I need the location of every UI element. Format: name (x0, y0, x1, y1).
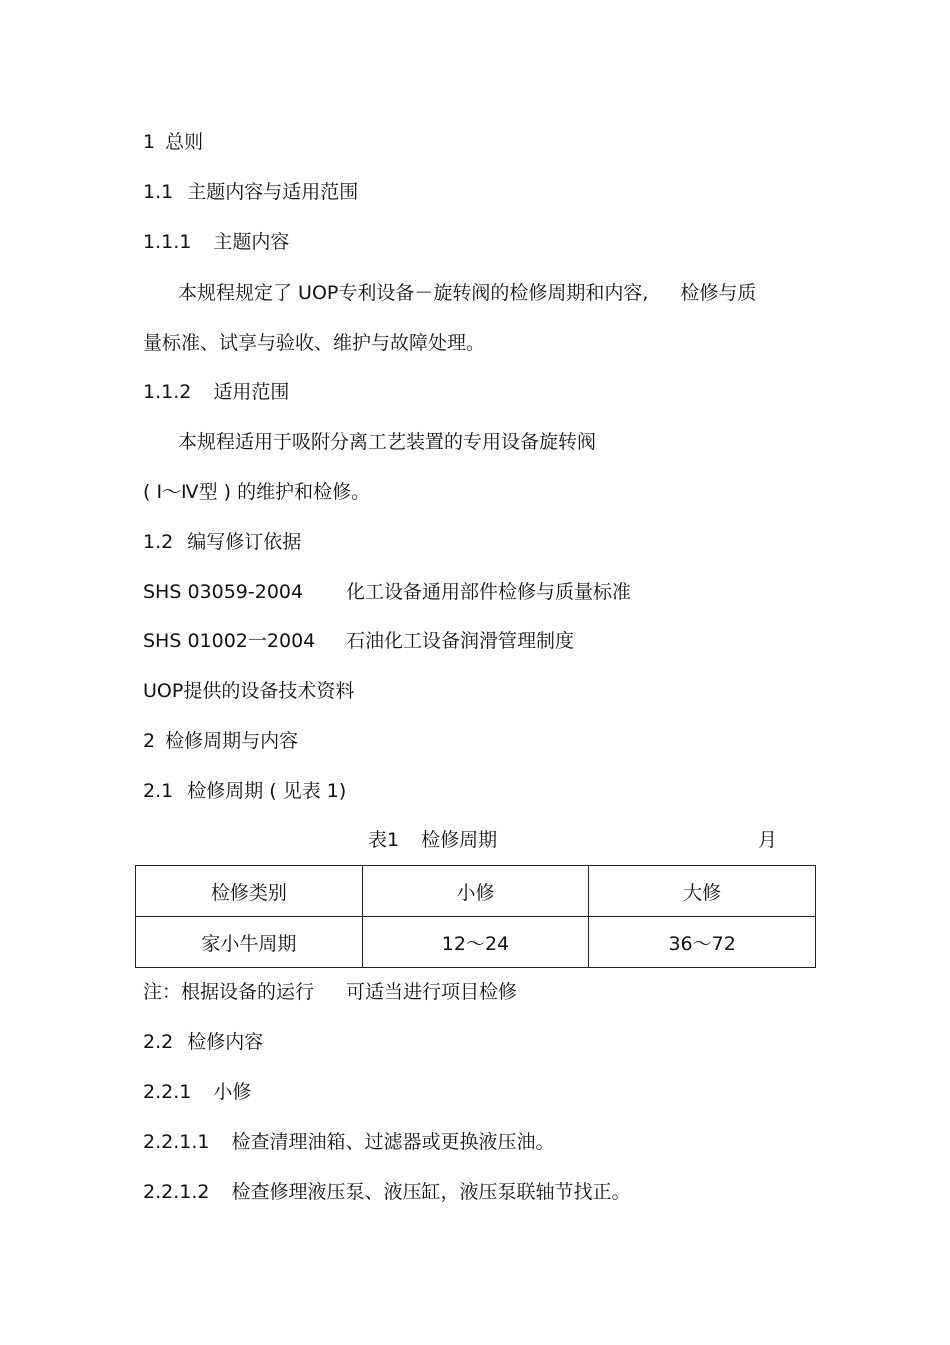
item-number: 2.2.1.1 (143, 1131, 210, 1153)
reference-1 (143, 580, 631, 604)
heading-number: 1.1.2 (143, 381, 192, 403)
reference-code: SHS 03059-2004 (143, 581, 304, 603)
table-cell: 12～24 (362, 917, 589, 968)
note-text: 可适当进行项目检修 (346, 981, 518, 1003)
reference-3: UOP提供的设备技术资料 (143, 680, 355, 702)
heading-number: 2.1 (143, 780, 174, 802)
heading-title: 总则 (165, 131, 204, 153)
heading-1-1-1 (143, 230, 289, 254)
table-header-cell: 检修类别 (136, 866, 363, 917)
note-text: 注：根据设备的运行 (143, 981, 315, 1003)
heading-2 (143, 729, 298, 753)
table-caption-title: 检修周期 (421, 829, 498, 851)
heading-number: 2 (143, 730, 156, 752)
paragraph-scope-line-1 (178, 281, 756, 305)
heading-1 (143, 130, 203, 154)
reference-title: 化工设备通用部件检修与质量标准 (346, 581, 632, 603)
item-text: 检查清理油箱、过滤器或更换液压油。 (231, 1131, 555, 1153)
heading-title: 检修内容 (187, 1031, 264, 1053)
heading-title: 主题内容 (213, 231, 290, 253)
heading-1-1-2 (143, 380, 289, 404)
table-header-cell: 大修 (589, 866, 816, 917)
table-note (143, 980, 517, 1004)
heading-number: 1.2 (143, 531, 174, 553)
item-2-2-1-2 (143, 1180, 631, 1204)
table-header-cell: 小修 (362, 866, 589, 917)
paragraph-text: 专利设备－旋转阀的检修周期和内容, (338, 282, 649, 304)
item-number: 2.2.1.2 (143, 1181, 210, 1203)
table-cell: 家小牛周期 (136, 917, 363, 968)
maintenance-cycle-table (135, 865, 816, 968)
heading-1-1 (143, 180, 358, 204)
heading-1-2 (143, 530, 301, 554)
table-header-row (136, 866, 816, 917)
paragraph-text: 本规程规定了 UOP (178, 282, 339, 304)
heading-2-2 (143, 1030, 263, 1054)
table-caption (368, 828, 497, 852)
heading-title: 主题内容与适用范围 (187, 181, 359, 203)
heading-title: 检修周期与内容 (165, 730, 299, 752)
table-row (136, 917, 816, 968)
item-2-2-1-1 (143, 1130, 555, 1154)
paragraph-applicability-line-1: 本规程适用于吸附分离工艺装置的专用设备旋转阀 (178, 431, 597, 453)
heading-number: 2.2.1 (143, 1081, 192, 1103)
heading-title: 检修周期 ( 见表 1) (187, 780, 347, 802)
table-caption-number: 表1 (368, 829, 400, 851)
paragraph-applicability-line-2: ( Ⅰ～Ⅳ型 ) 的维护和检修。 (143, 481, 371, 503)
heading-title: 小修 (213, 1081, 252, 1103)
heading-title: 适用范围 (213, 381, 290, 403)
heading-number: 1 (143, 131, 156, 153)
table-cell: 36～72 (589, 917, 816, 968)
reference-code: SHS 01002一2004 (143, 630, 316, 652)
paragraph-text: 检修与质 (680, 282, 757, 304)
heading-number: 1.1.1 (143, 231, 192, 253)
paragraph-scope-line-2: 量标准、试享与验收、维护与故障处理。 (143, 332, 486, 354)
item-text: 检查修理液压泵、液压缸，液压泵联轴节找正。 (231, 1181, 631, 1203)
heading-2-1 (143, 779, 346, 803)
heading-title: 编写修订依据 (187, 531, 302, 553)
reference-2 (143, 629, 574, 653)
heading-number: 2.2 (143, 1031, 174, 1053)
reference-title: 石油化工设备润滑管理制度 (346, 630, 575, 652)
table-unit: 月 (758, 829, 778, 851)
heading-2-2-1 (143, 1080, 251, 1104)
heading-number: 1.1 (143, 181, 174, 203)
